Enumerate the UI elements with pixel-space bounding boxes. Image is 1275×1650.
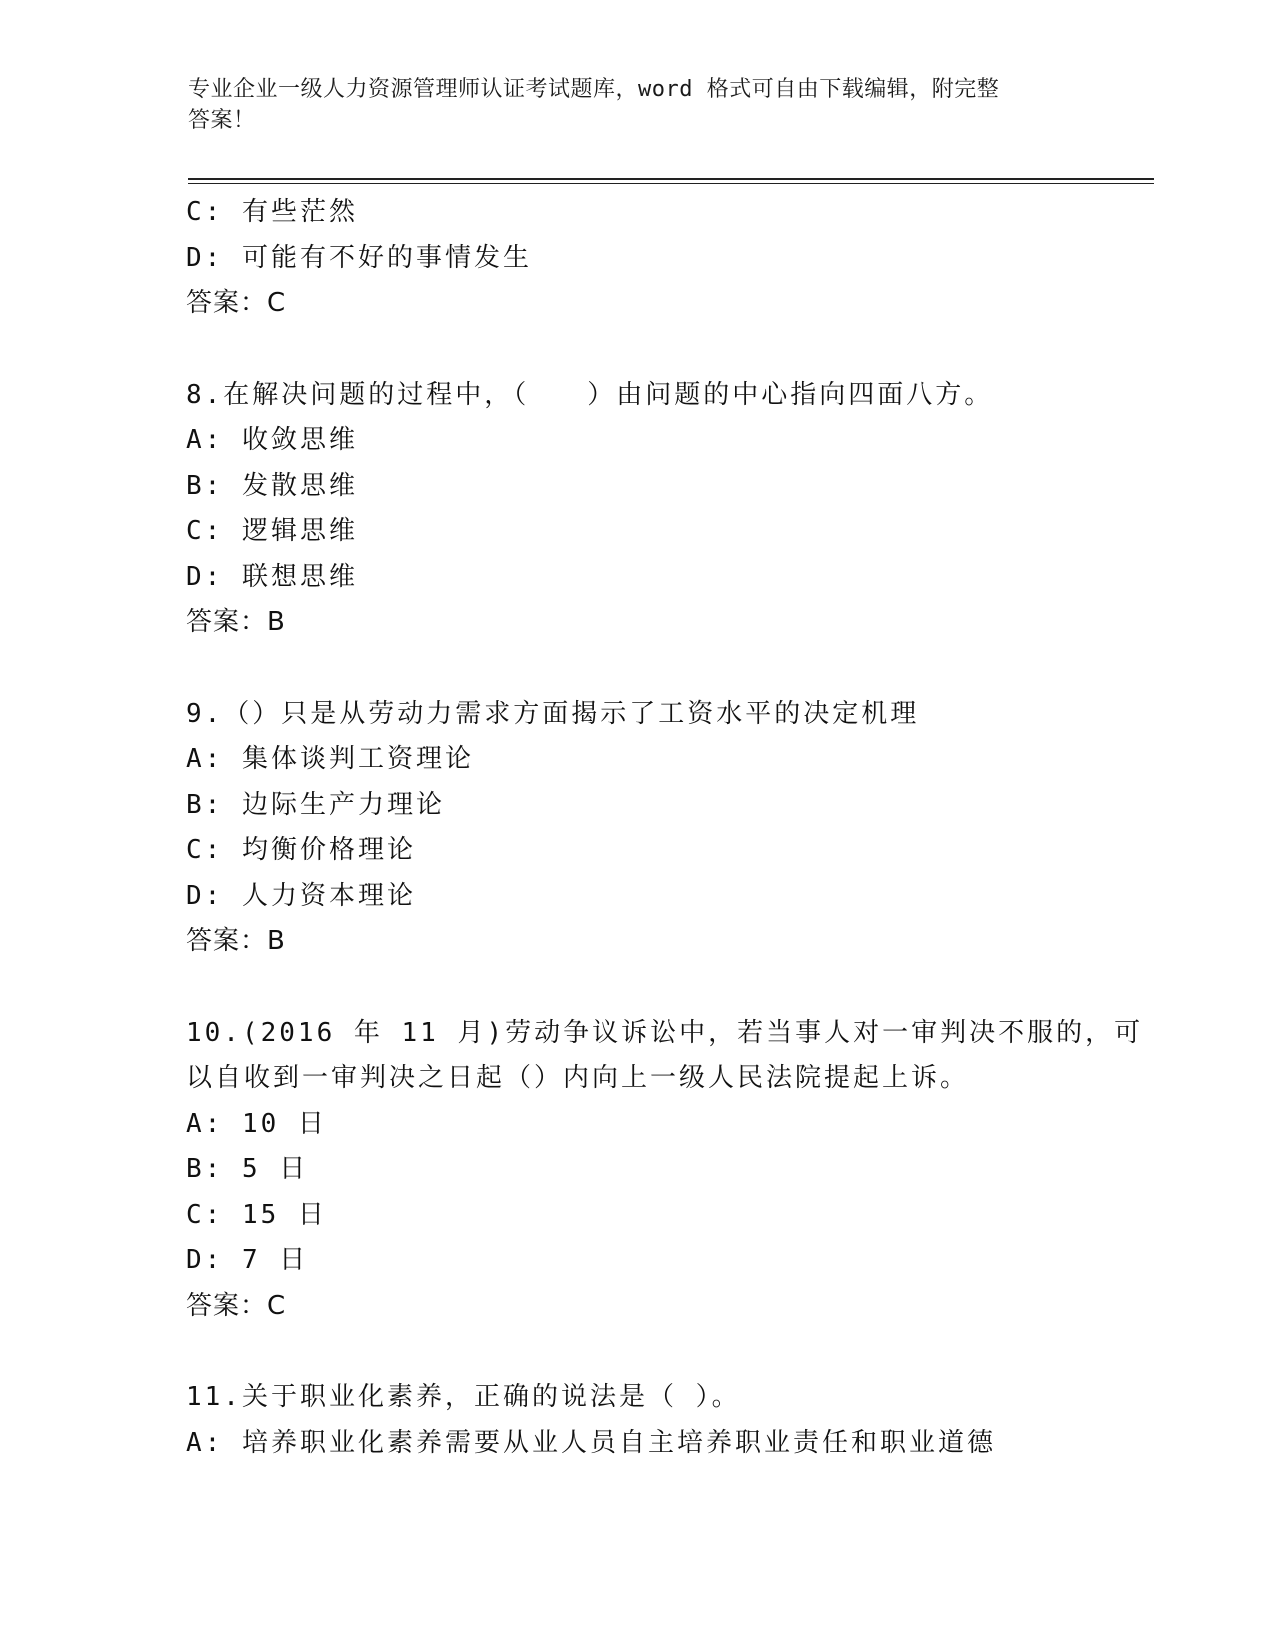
- question-stem-line-1: 10.(2016 年 11 月)劳动争议诉讼中，若当事人对一审判决不服的，可: [186, 1017, 1144, 1048]
- answer-line: 答案：B: [186, 607, 286, 637]
- header-divider-thick: [188, 178, 1154, 180]
- question-stem: 9.（）只是从劳动力需求方面揭示了工资水平的决定机理: [186, 698, 920, 729]
- option-a: A: 收敛思维: [186, 425, 358, 455]
- spacer: [186, 327, 1086, 373]
- question-stem-line-2: 以自收到一审判决之日起（）内向上一级人民法院提起上诉。: [186, 1063, 970, 1093]
- option-b: B: 5 日: [186, 1154, 309, 1184]
- option-a: A: 10 日: [186, 1108, 327, 1139]
- spacer: [186, 646, 1086, 692]
- option-c: C: 均衡价格理论: [186, 835, 416, 865]
- option-c: C: 逻辑思维: [186, 516, 358, 546]
- question-list: [186, 190, 1144, 1466]
- option-c: C: 有些茫然: [186, 197, 358, 227]
- spacer: [186, 965, 1086, 1011]
- answer-line: 答案：C: [186, 1290, 287, 1321]
- answer-line: 答案：B: [186, 926, 286, 956]
- option-b: B: 边际生产力理论: [186, 789, 445, 820]
- option-d: D: 联想思维: [186, 561, 358, 592]
- option-a: A: 培养职业化素养需要从业人员自主培养职业责任和职业道德: [186, 1427, 996, 1458]
- option-c: C: 15 日: [186, 1199, 327, 1230]
- header-line-1: 专业企业一级人力资源管理师认证考试题库，word 格式可自由下载编辑，附完整: [188, 77, 1000, 102]
- answer-line: 答案：C: [186, 288, 287, 318]
- spacer: [186, 1329, 1086, 1375]
- question-stem: 11.关于职业化素养，正确的说法是（ ）。: [186, 1382, 741, 1412]
- header-line-2: 答案！: [188, 108, 256, 133]
- option-d: D: 7 日: [186, 1245, 309, 1275]
- page-header: [188, 74, 1068, 136]
- option-d: D: 可能有不好的事情发生: [186, 242, 532, 273]
- option-b: B: 发散思维: [186, 470, 358, 501]
- question-stem: 8.在解决问题的过程中，（ ）由问题的中心指向四面八方。: [186, 379, 994, 410]
- option-d: D: 人力资本理论: [186, 880, 416, 911]
- header-divider-thin: [188, 183, 1154, 184]
- option-a: A: 集体谈判工资理论: [186, 744, 474, 774]
